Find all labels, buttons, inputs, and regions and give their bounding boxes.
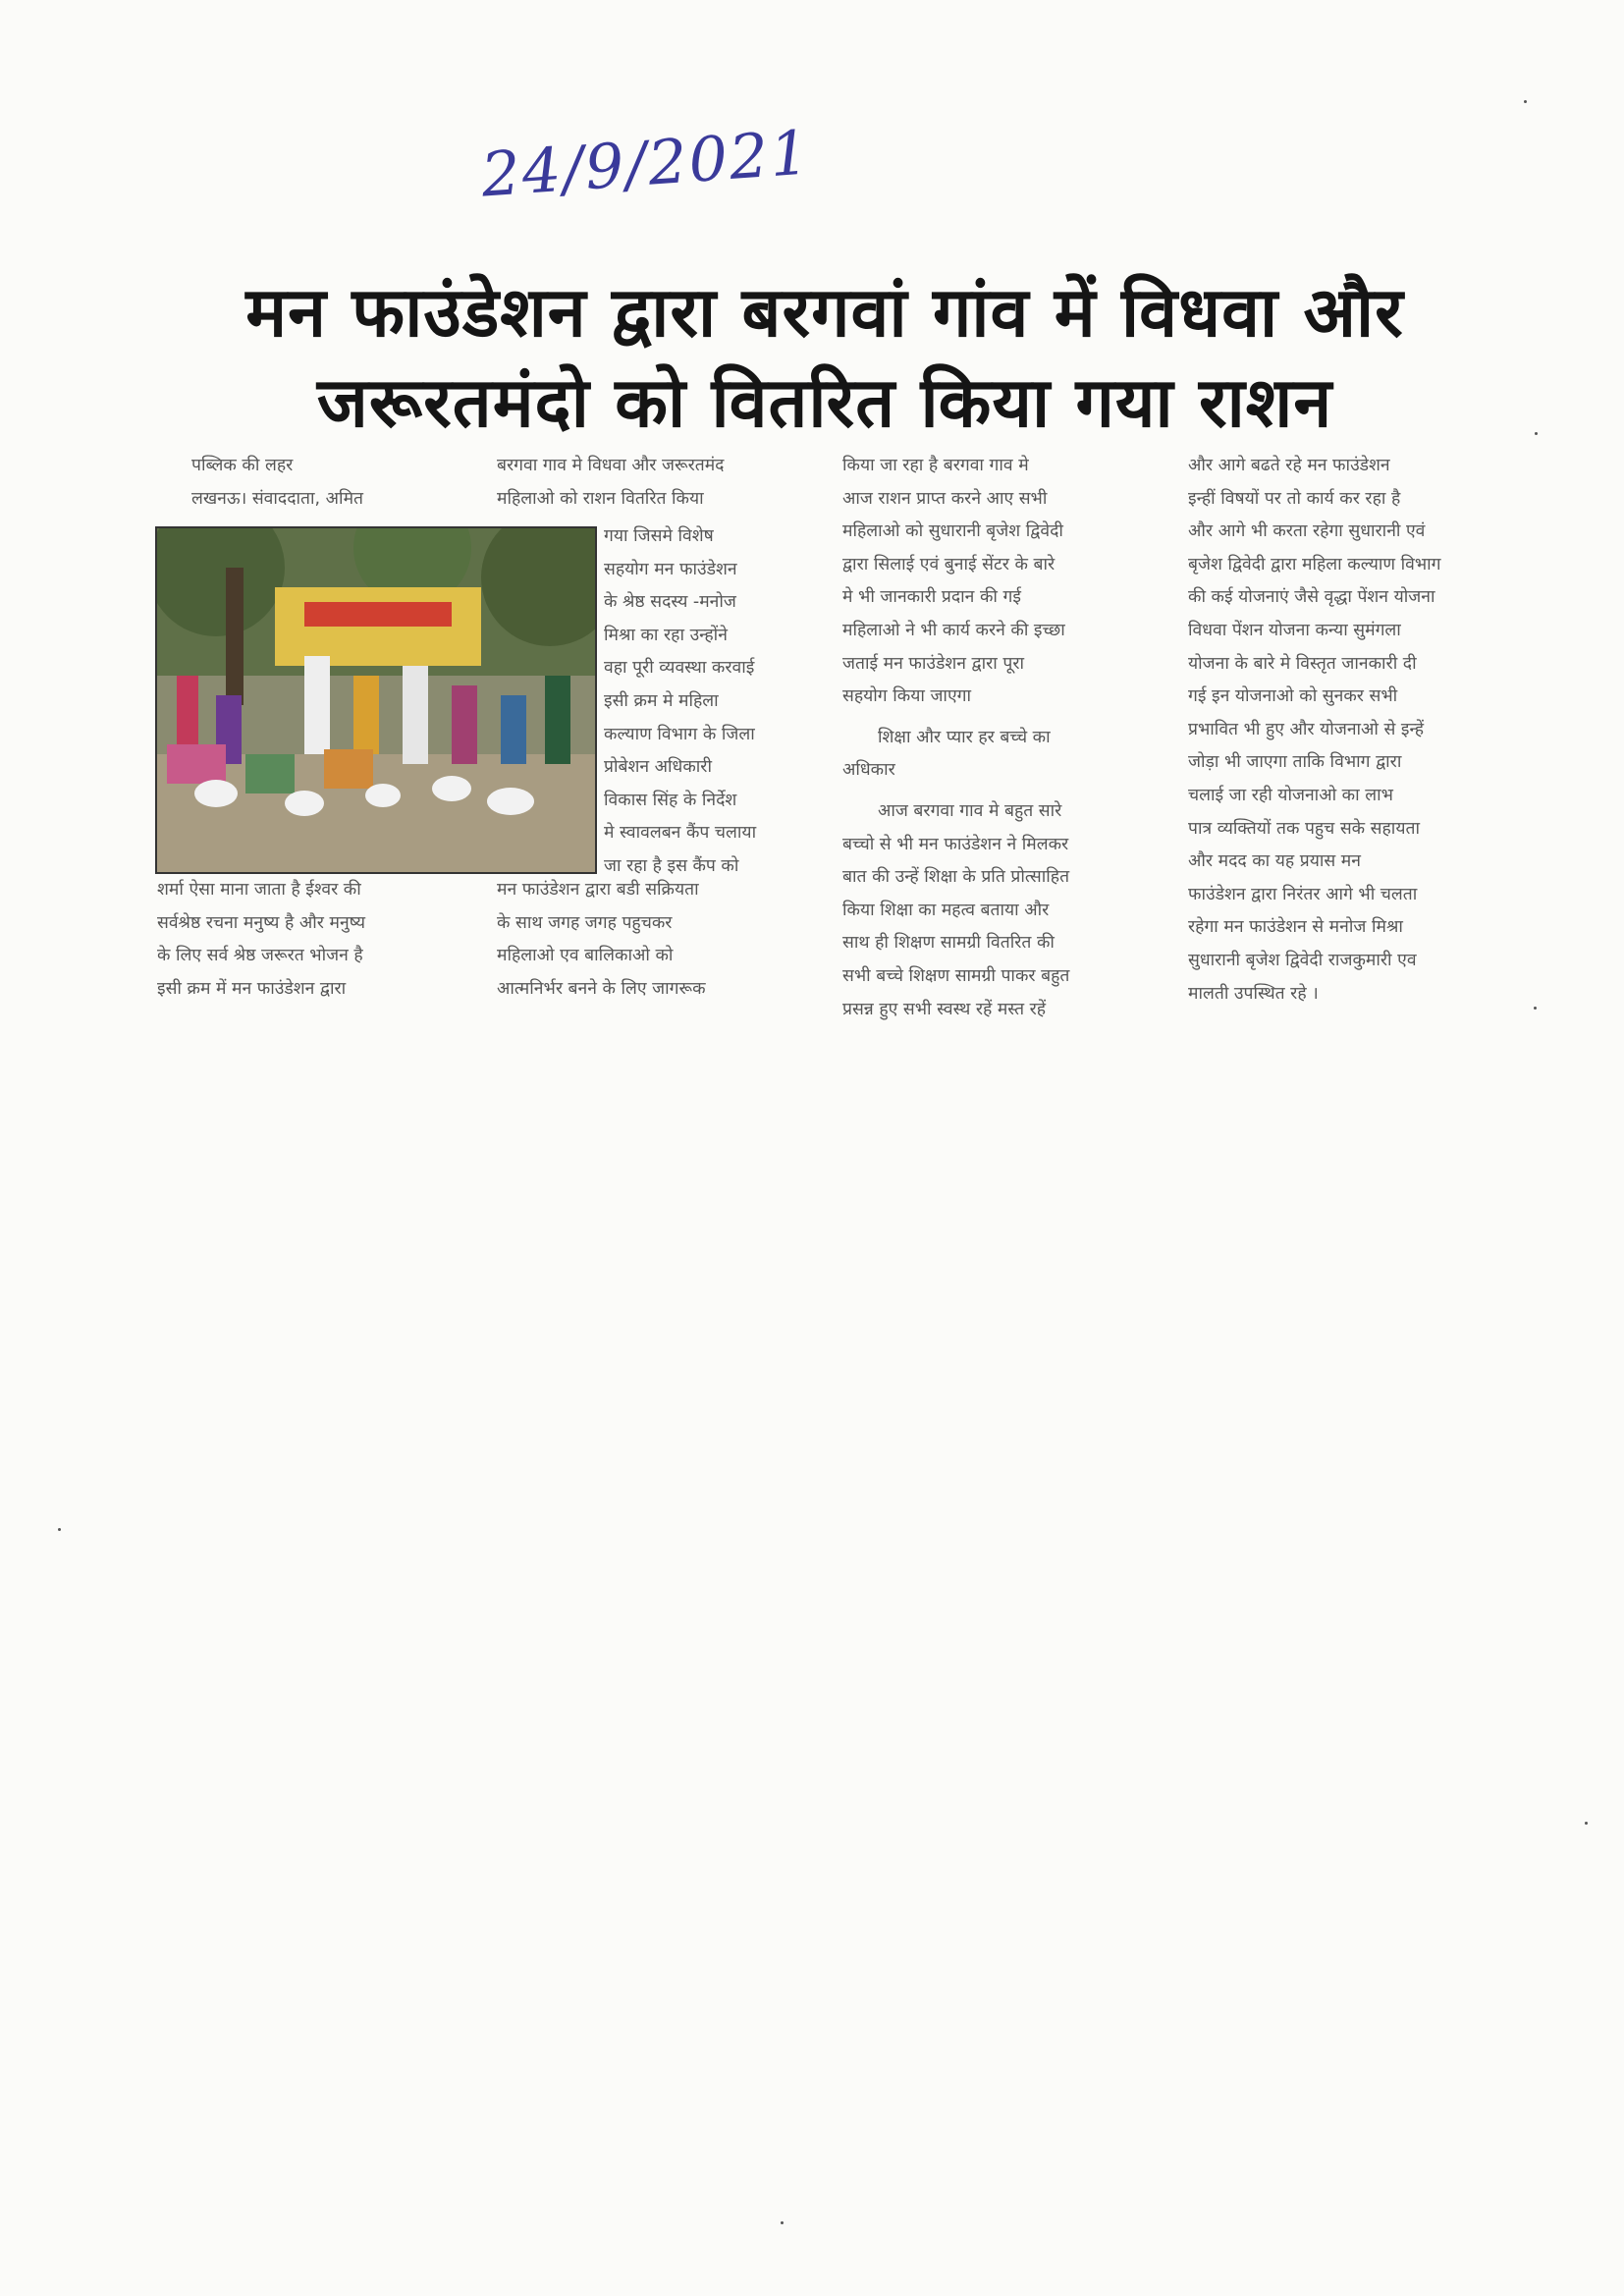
col2-line: गया जिसमे विशेष: [604, 526, 714, 546]
scan-speck: [58, 1528, 61, 1531]
col4-line: रहेगा मन फाउंडेशन से मनोज मिश्रा: [1188, 917, 1403, 938]
col3-line: सहयोग किया जाएगा: [842, 686, 972, 707]
col2-line: आत्मनिर्भर बनने के लिए जागरूक: [497, 978, 706, 999]
col3-line: महिलाओ ने भी कार्य करने की इच्छा: [842, 620, 1065, 640]
col2-line: कल्याण विभाग के जिला: [604, 724, 755, 744]
scan-speck: [1524, 100, 1527, 103]
column-1-byline: [191, 450, 486, 516]
col2-line: मे स्वावलबन कैंप चलाया: [604, 823, 757, 844]
col4-line: जोड़ा भी जाएगा ताकि विभाग द्वारा: [1188, 752, 1402, 773]
col2-line: इसी क्रम मे महिला: [604, 690, 719, 711]
column-2-bottom: [497, 874, 811, 1006]
col3-line: बात की उन्हें शिक्षा के प्रति प्रोत्साहित: [842, 867, 1070, 888]
col3-line: मे भी जानकारी प्रदान की गई: [842, 587, 1021, 608]
col3-line: जताई मन फाउंडेशन द्वारा पूरा: [842, 653, 1025, 674]
col1-line: सर्वश्रेष्ठ रचना मनुष्य है और मनुष्य: [157, 912, 366, 933]
news-photo: [155, 526, 597, 874]
col4-line: फाउंडेशन द्वारा निरंतर आगे भी चलता: [1188, 884, 1418, 904]
column-2-beside-photo: [604, 520, 810, 884]
byline-city: लखनऊ। संवाददाता, अमित: [191, 488, 364, 509]
col3-line: महिलाओ को सुधारानी बृजेश द्विवेदी: [842, 521, 1063, 542]
col2-line: विकास सिंह के निर्देश: [604, 790, 737, 810]
col4-line: योजना के बारे मे विस्तृत जानकारी दी: [1188, 653, 1417, 674]
col4-line: बृजेश द्विवेदी द्वारा महिला कल्याण विभाग: [1188, 554, 1441, 574]
col1-line: के लिए सर्व श्रेष्ठ जरूरत भोजन है: [157, 946, 363, 966]
col2-line: के श्रेष्ठ सदस्य -मनोज: [604, 592, 736, 613]
scan-speck: [1585, 1822, 1588, 1825]
col4-line: इन्हीं विषयों पर तो कार्य कर रहा है: [1188, 488, 1401, 509]
col4-line: और आगे भी करता रहेगा सुधारानी एवं: [1188, 521, 1426, 542]
col2-line: मन फाउंडेशन द्वारा बडी सक्रियता: [497, 880, 699, 900]
col3-subheading: अधिकार: [842, 760, 895, 781]
col4-line: गई इन योजनाओ को सुनकर सभी: [1188, 686, 1398, 707]
col1-line: इसी क्रम में मन फाउंडेशन द्वारा: [157, 978, 347, 999]
col3-line: बच्चो से भी मन फाउंडेशन ने मिलकर: [842, 834, 1069, 854]
col3-subheading: शिक्षा और प्यार हर बच्चे का: [878, 727, 1051, 747]
headline-line-2: जरूरतमंदो को वितरित किया गया राशन: [316, 362, 1333, 443]
col4-line: चलाई जा रही योजनाओ का लाभ: [1188, 785, 1393, 805]
col2-line: मिश्रा का रहा उन्होंने: [604, 625, 728, 645]
col3-line: प्रसन्न हुए सभी स्वस्थ रहें मस्त रहें: [842, 999, 1047, 1019]
col3-line: आज राशन प्राप्त करने आए सभी: [842, 488, 1048, 509]
col2-line: प्रोबेशन अधिकारी: [604, 757, 712, 778]
headline-line-1: मन फाउंडेशन द्वारा बरगवां गांव में विधवा और: [245, 272, 1404, 353]
col3-line: सभी बच्चे शिक्षण सामग्री पाकर बहुत: [842, 965, 1070, 986]
col2-line: महिलाओ को राशन वितरित किया: [497, 488, 704, 509]
byline-source: पब्लिक की लहर: [191, 456, 294, 475]
col3-line: साथ ही शिक्षण सामग्री वितरित की: [842, 933, 1055, 954]
col4-line: प्रभावित भी हुए और योजनाओ से इन्हें: [1188, 719, 1425, 739]
col4-line: की कई योजनाएं जैसे वृद्धा पेंशन योजना: [1188, 587, 1435, 608]
column-3: [842, 450, 1163, 1026]
col4-line: पात्र व्यक्तियों तक पहुच सके सहायता: [1188, 818, 1420, 839]
col4-line: और मदद का यह प्रयास मन: [1188, 851, 1361, 872]
col1-line: शर्मा ऐसा माना जाता है ईश्वर की: [157, 880, 361, 900]
col4-line: और आगे बढते रहे मन फाउंडेशन: [1188, 456, 1390, 475]
handwritten-date: 24/9/2021: [478, 116, 814, 211]
col2-line: वहा पूरी व्यवस्था करवाई: [604, 658, 755, 679]
col2-line: के साथ जगह जगह पहुचकर: [497, 912, 673, 933]
column-1-body: [157, 874, 491, 1006]
column-2-top: [497, 450, 811, 516]
col2-line: सहयोग मन फाउंडेशन: [604, 559, 737, 579]
photo-icon: [157, 528, 595, 872]
headline: [128, 267, 1522, 448]
col3-line: किया शिक्षा का महत्व बताया और: [842, 900, 1050, 920]
column-4: [1188, 450, 1508, 1011]
col3-line: आज बरगवा गाव मे बहुत सारे: [878, 800, 1062, 821]
col3-line: किया जा रहा है बरगवा गाव मे: [842, 456, 1029, 475]
col3-line: द्वारा सिलाई एवं बुनाई सेंटर के बारे: [842, 554, 1056, 574]
scan-speck: [781, 2221, 784, 2224]
col2-line: महिलाओ एव बालिकाओ को: [497, 946, 674, 966]
scan-speck: [1534, 1007, 1537, 1010]
scan-speck: [1535, 432, 1538, 435]
col2-line: जा रहा है इस कैंप को: [604, 855, 739, 876]
col2-line: बरगवा गाव मे विधवा और जरूरतमंद: [497, 456, 725, 475]
col4-line: मालती उपस्थित रहे ।: [1188, 983, 1319, 1004]
col4-line: सुधारानी बृजेश द्विवेदी राजकुमारी एव: [1188, 950, 1417, 970]
col4-line: विधवा पेंशन योजना कन्या सुमंगला: [1188, 620, 1401, 640]
